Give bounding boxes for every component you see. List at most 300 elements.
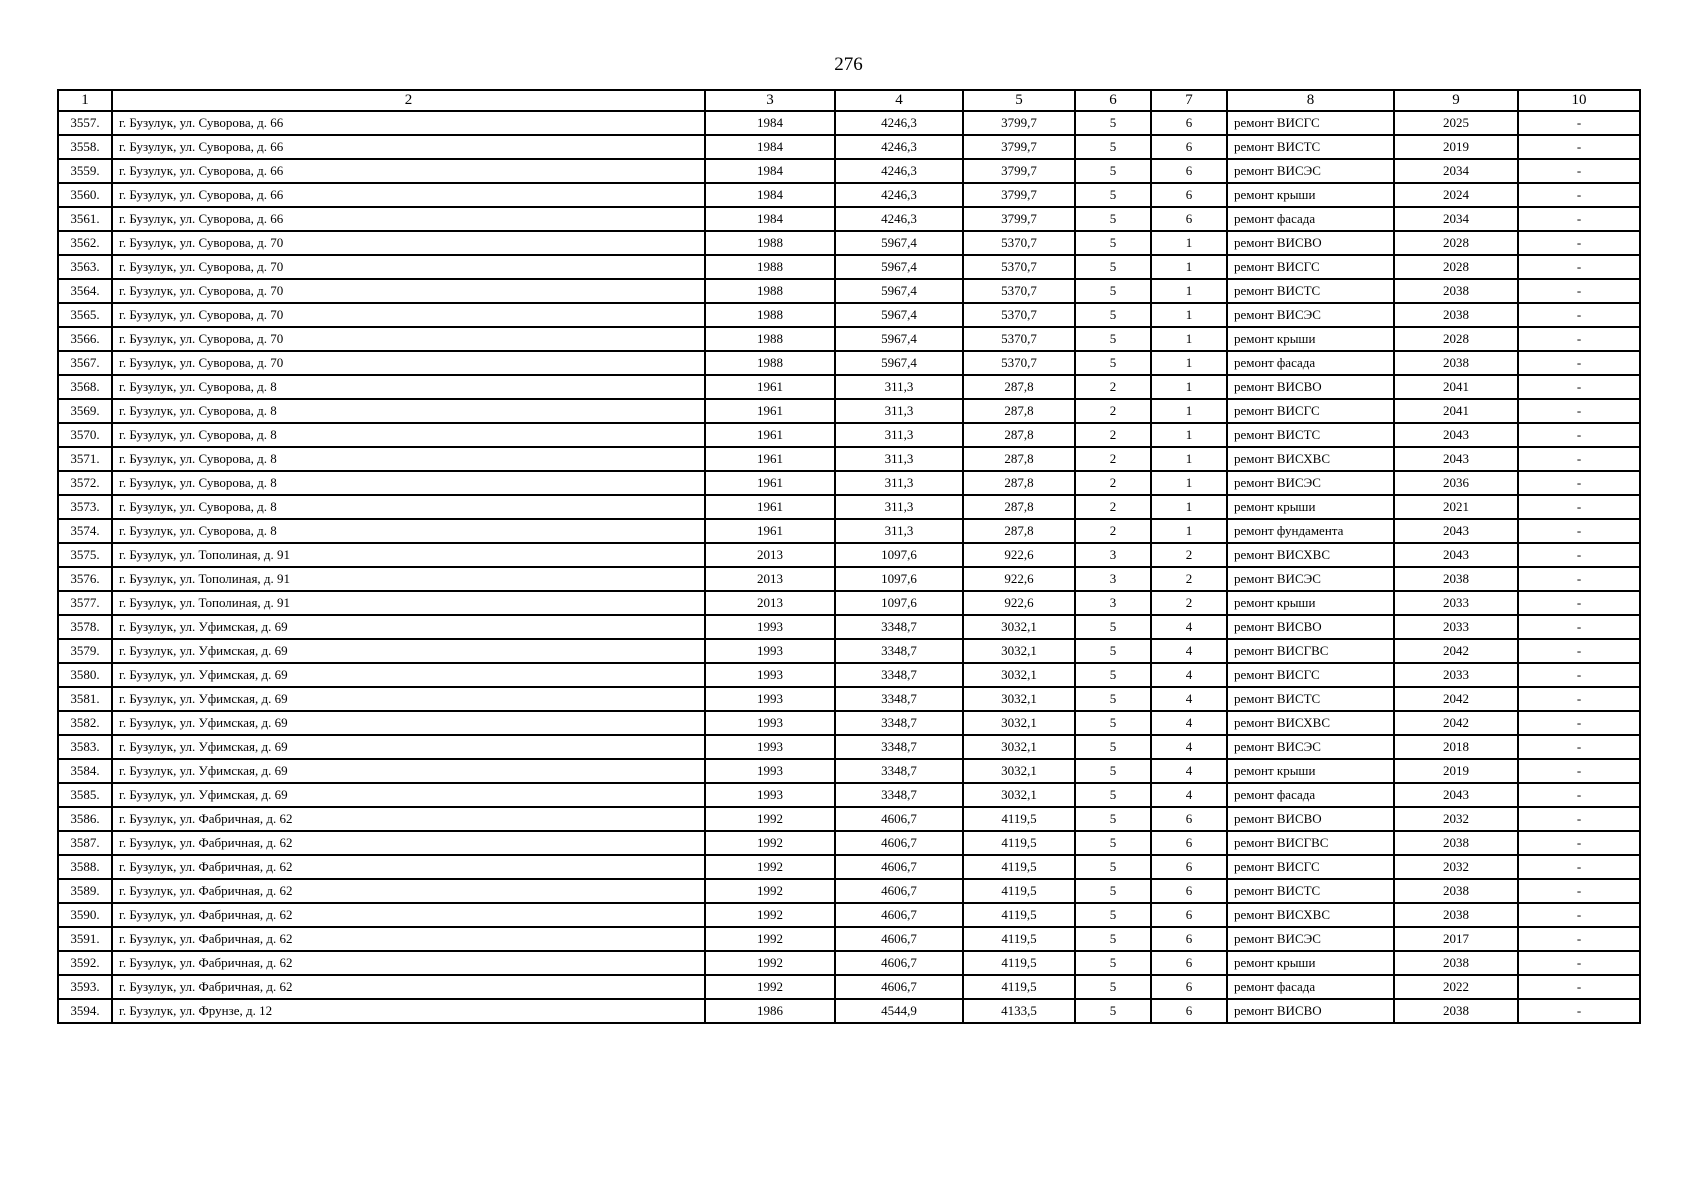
entrances-cell: 1 (1151, 495, 1227, 519)
page-number: 276 (834, 54, 863, 75)
year-cell: 1984 (705, 207, 835, 231)
work-type-cell: ремонт крыши (1227, 327, 1394, 351)
table-row (58, 615, 1640, 639)
table-row (58, 999, 1640, 1023)
work-type-cell: ремонт ВИСЭС (1227, 303, 1394, 327)
note-cell: - (1518, 351, 1640, 375)
note-cell: - (1518, 591, 1640, 615)
planned-year-cell: 2019 (1394, 759, 1518, 783)
address-cell: г. Бузулук, ул. Фабричная, д. 62 (112, 927, 705, 951)
year-cell: 1988 (705, 303, 835, 327)
row-number-cell: 3594. (58, 999, 112, 1023)
note-cell: - (1518, 519, 1640, 543)
work-type-cell: ремонт фасада (1227, 207, 1394, 231)
living-area-cell: 3032,1 (963, 711, 1075, 735)
column-header-10: 10 (1518, 90, 1640, 111)
work-type-cell: ремонт крыши (1227, 759, 1394, 783)
planned-year-cell: 2042 (1394, 639, 1518, 663)
note-cell: - (1518, 111, 1640, 135)
table-row (58, 543, 1640, 567)
table-row (58, 255, 1640, 279)
year-cell: 1984 (705, 159, 835, 183)
planned-year-cell: 2043 (1394, 543, 1518, 567)
note-cell: - (1518, 615, 1640, 639)
total-area-cell: 3348,7 (835, 663, 963, 687)
living-area-cell: 3032,1 (963, 615, 1075, 639)
planned-year-cell: 2041 (1394, 399, 1518, 423)
note-cell: - (1518, 495, 1640, 519)
entrances-cell: 1 (1151, 327, 1227, 351)
planned-year-cell: 2018 (1394, 735, 1518, 759)
floors-cell: 5 (1075, 351, 1151, 375)
year-cell: 1988 (705, 279, 835, 303)
row-number-cell: 3565. (58, 303, 112, 327)
living-area-cell: 3799,7 (963, 111, 1075, 135)
note-cell: - (1518, 447, 1640, 471)
planned-year-cell: 2043 (1394, 447, 1518, 471)
planned-year-cell: 2038 (1394, 879, 1518, 903)
row-number-cell: 3581. (58, 687, 112, 711)
table-row (58, 447, 1640, 471)
floors-cell: 5 (1075, 807, 1151, 831)
living-area-cell: 3799,7 (963, 159, 1075, 183)
column-header-7: 7 (1151, 90, 1227, 111)
floors-cell: 2 (1075, 399, 1151, 423)
work-type-cell: ремонт ВИСТС (1227, 279, 1394, 303)
living-area-cell: 3032,1 (963, 783, 1075, 807)
note-cell: - (1518, 159, 1640, 183)
living-area-cell: 3032,1 (963, 687, 1075, 711)
living-area-cell: 287,8 (963, 495, 1075, 519)
living-area-cell: 4119,5 (963, 975, 1075, 999)
note-cell: - (1518, 975, 1640, 999)
total-area-cell: 3348,7 (835, 615, 963, 639)
floors-cell: 5 (1075, 327, 1151, 351)
table-row (58, 159, 1640, 183)
address-cell: г. Бузулук, ул. Уфимская, д. 69 (112, 711, 705, 735)
work-type-cell: ремонт ВИСХВС (1227, 543, 1394, 567)
work-type-cell: ремонт ВИСТС (1227, 423, 1394, 447)
floors-cell: 3 (1075, 543, 1151, 567)
year-cell: 1992 (705, 927, 835, 951)
year-cell: 1988 (705, 351, 835, 375)
row-number-cell: 3592. (58, 951, 112, 975)
address-cell: г. Бузулук, ул. Уфимская, д. 69 (112, 759, 705, 783)
address-cell: г. Бузулук, ул. Фрунзе, д. 12 (112, 999, 705, 1023)
living-area-cell: 5370,7 (963, 303, 1075, 327)
entrances-cell: 1 (1151, 279, 1227, 303)
address-cell: г. Бузулук, ул. Суворова, д. 70 (112, 231, 705, 255)
note-cell: - (1518, 255, 1640, 279)
floors-cell: 5 (1075, 831, 1151, 855)
work-type-cell: ремонт ВИСГС (1227, 855, 1394, 879)
planned-year-cell: 2042 (1394, 711, 1518, 735)
note-cell: - (1518, 135, 1640, 159)
floors-cell: 5 (1075, 183, 1151, 207)
note-cell: - (1518, 279, 1640, 303)
address-cell: г. Бузулук, ул. Суворова, д. 66 (112, 207, 705, 231)
row-number-cell: 3557. (58, 111, 112, 135)
total-area-cell: 5967,4 (835, 231, 963, 255)
table-row (58, 351, 1640, 375)
floors-cell: 5 (1075, 999, 1151, 1023)
note-cell: - (1518, 783, 1640, 807)
living-area-cell: 5370,7 (963, 255, 1075, 279)
year-cell: 1993 (705, 711, 835, 735)
row-number-cell: 3560. (58, 183, 112, 207)
table-row (58, 951, 1640, 975)
work-type-cell: ремонт ВИСЭС (1227, 471, 1394, 495)
note-cell: - (1518, 663, 1640, 687)
planned-year-cell: 2038 (1394, 351, 1518, 375)
work-type-cell: ремонт ВИСГВС (1227, 831, 1394, 855)
living-area-cell: 287,8 (963, 399, 1075, 423)
address-cell: г. Бузулук, ул. Уфимская, д. 69 (112, 615, 705, 639)
planned-year-cell: 2038 (1394, 303, 1518, 327)
row-number-cell: 3577. (58, 591, 112, 615)
entrances-cell: 2 (1151, 567, 1227, 591)
repair-schedule-table (57, 89, 1641, 1024)
address-cell: г. Бузулук, ул. Уфимская, д. 69 (112, 687, 705, 711)
total-area-cell: 4606,7 (835, 807, 963, 831)
work-type-cell: ремонт ВИСВО (1227, 807, 1394, 831)
table-row (58, 903, 1640, 927)
living-area-cell: 3032,1 (963, 639, 1075, 663)
planned-year-cell: 2038 (1394, 279, 1518, 303)
year-cell: 1993 (705, 615, 835, 639)
floors-cell: 5 (1075, 927, 1151, 951)
address-cell: г. Бузулук, ул. Суворова, д. 8 (112, 471, 705, 495)
row-number-cell: 3578. (58, 615, 112, 639)
work-type-cell: ремонт ВИСВО (1227, 615, 1394, 639)
entrances-cell: 6 (1151, 879, 1227, 903)
total-area-cell: 3348,7 (835, 759, 963, 783)
address-cell: г. Бузулук, ул. Суворова, д. 70 (112, 279, 705, 303)
floors-cell: 5 (1075, 111, 1151, 135)
year-cell: 1992 (705, 903, 835, 927)
address-cell: г. Бузулук, ул. Суворова, д. 8 (112, 447, 705, 471)
work-type-cell: ремонт крыши (1227, 951, 1394, 975)
note-cell: - (1518, 831, 1640, 855)
table-row (58, 687, 1640, 711)
row-number-cell: 3574. (58, 519, 112, 543)
total-area-cell: 4606,7 (835, 855, 963, 879)
work-type-cell: ремонт ВИСГС (1227, 663, 1394, 687)
planned-year-cell: 2028 (1394, 255, 1518, 279)
row-number-cell: 3564. (58, 279, 112, 303)
note-cell: - (1518, 927, 1640, 951)
table-header (58, 90, 1640, 111)
work-type-cell: ремонт ВИСЭС (1227, 567, 1394, 591)
table-row (58, 231, 1640, 255)
note-cell: - (1518, 855, 1640, 879)
living-area-cell: 4119,5 (963, 807, 1075, 831)
row-number-cell: 3585. (58, 783, 112, 807)
total-area-cell: 3348,7 (835, 639, 963, 663)
entrances-cell: 1 (1151, 447, 1227, 471)
year-cell: 1992 (705, 831, 835, 855)
work-type-cell: ремонт ВИСХВС (1227, 447, 1394, 471)
planned-year-cell: 2022 (1394, 975, 1518, 999)
living-area-cell: 287,8 (963, 375, 1075, 399)
floors-cell: 2 (1075, 447, 1151, 471)
work-type-cell: ремонт ВИСХВС (1227, 903, 1394, 927)
address-cell: г. Бузулук, ул. Суворова, д. 70 (112, 303, 705, 327)
address-cell: г. Бузулук, ул. Фабричная, д. 62 (112, 903, 705, 927)
column-header-1: 1 (58, 90, 112, 111)
living-area-cell: 3799,7 (963, 183, 1075, 207)
column-header-5: 5 (963, 90, 1075, 111)
living-area-cell: 3799,7 (963, 207, 1075, 231)
note-cell: - (1518, 183, 1640, 207)
table-row (58, 303, 1640, 327)
row-number-cell: 3559. (58, 159, 112, 183)
note-cell: - (1518, 951, 1640, 975)
planned-year-cell: 2038 (1394, 831, 1518, 855)
table-row (58, 711, 1640, 735)
total-area-cell: 1097,6 (835, 543, 963, 567)
total-area-cell: 4606,7 (835, 831, 963, 855)
row-number-cell: 3590. (58, 903, 112, 927)
planned-year-cell: 2017 (1394, 927, 1518, 951)
total-area-cell: 1097,6 (835, 567, 963, 591)
total-area-cell: 4606,7 (835, 927, 963, 951)
address-cell: г. Бузулук, ул. Уфимская, д. 69 (112, 783, 705, 807)
note-cell: - (1518, 879, 1640, 903)
year-cell: 1961 (705, 447, 835, 471)
total-area-cell: 3348,7 (835, 687, 963, 711)
planned-year-cell: 2034 (1394, 159, 1518, 183)
planned-year-cell: 2043 (1394, 519, 1518, 543)
table-row (58, 735, 1640, 759)
row-number-cell: 3563. (58, 255, 112, 279)
entrances-cell: 4 (1151, 615, 1227, 639)
total-area-cell: 311,3 (835, 519, 963, 543)
row-number-cell: 3580. (58, 663, 112, 687)
living-area-cell: 4119,5 (963, 831, 1075, 855)
row-number-cell: 3561. (58, 207, 112, 231)
row-number-cell: 3569. (58, 399, 112, 423)
row-number-cell: 3593. (58, 975, 112, 999)
floors-cell: 5 (1075, 783, 1151, 807)
total-area-cell: 4606,7 (835, 951, 963, 975)
planned-year-cell: 2041 (1394, 375, 1518, 399)
entrances-cell: 6 (1151, 207, 1227, 231)
table-row (58, 639, 1640, 663)
living-area-cell: 4119,5 (963, 951, 1075, 975)
total-area-cell: 311,3 (835, 423, 963, 447)
work-type-cell: ремонт крыши (1227, 495, 1394, 519)
total-area-cell: 5967,4 (835, 255, 963, 279)
living-area-cell: 4119,5 (963, 879, 1075, 903)
planned-year-cell: 2036 (1394, 471, 1518, 495)
entrances-cell: 4 (1151, 663, 1227, 687)
total-area-cell: 4606,7 (835, 879, 963, 903)
floors-cell: 3 (1075, 591, 1151, 615)
work-type-cell: ремонт ВИСТС (1227, 135, 1394, 159)
living-area-cell: 287,8 (963, 447, 1075, 471)
entrances-cell: 1 (1151, 351, 1227, 375)
entrances-cell: 1 (1151, 255, 1227, 279)
floors-cell: 5 (1075, 903, 1151, 927)
living-area-cell: 4119,5 (963, 927, 1075, 951)
living-area-cell: 287,8 (963, 423, 1075, 447)
address-cell: г. Бузулук, ул. Тополиная, д. 91 (112, 591, 705, 615)
address-cell: г. Бузулук, ул. Суворова, д. 66 (112, 111, 705, 135)
table-row (58, 663, 1640, 687)
total-area-cell: 5967,4 (835, 303, 963, 327)
work-type-cell: ремонт ВИСВО (1227, 375, 1394, 399)
total-area-cell: 311,3 (835, 447, 963, 471)
address-cell: г. Бузулук, ул. Фабричная, д. 62 (112, 831, 705, 855)
row-number-cell: 3587. (58, 831, 112, 855)
row-number-cell: 3575. (58, 543, 112, 567)
address-cell: г. Бузулук, ул. Суворова, д. 66 (112, 159, 705, 183)
note-cell: - (1518, 303, 1640, 327)
planned-year-cell: 2021 (1394, 495, 1518, 519)
floors-cell: 5 (1075, 663, 1151, 687)
table-row (58, 183, 1640, 207)
work-type-cell: ремонт фасада (1227, 783, 1394, 807)
total-area-cell: 4246,3 (835, 135, 963, 159)
row-number-cell: 3588. (58, 855, 112, 879)
row-number-cell: 3558. (58, 135, 112, 159)
entrances-cell: 4 (1151, 687, 1227, 711)
work-type-cell: ремонт крыши (1227, 591, 1394, 615)
row-number-cell: 3591. (58, 927, 112, 951)
floors-cell: 2 (1075, 375, 1151, 399)
planned-year-cell: 2042 (1394, 687, 1518, 711)
header-row (58, 90, 1640, 111)
total-area-cell: 4246,3 (835, 207, 963, 231)
floors-cell: 5 (1075, 279, 1151, 303)
entrances-cell: 2 (1151, 543, 1227, 567)
planned-year-cell: 2043 (1394, 423, 1518, 447)
entrances-cell: 6 (1151, 183, 1227, 207)
work-type-cell: ремонт ВИСТС (1227, 687, 1394, 711)
year-cell: 1992 (705, 855, 835, 879)
year-cell: 1993 (705, 663, 835, 687)
living-area-cell: 287,8 (963, 519, 1075, 543)
address-cell: г. Бузулук, ул. Тополиная, д. 91 (112, 567, 705, 591)
planned-year-cell: 2038 (1394, 903, 1518, 927)
address-cell: г. Бузулук, ул. Фабричная, д. 62 (112, 951, 705, 975)
living-area-cell: 922,6 (963, 591, 1075, 615)
entrances-cell: 4 (1151, 735, 1227, 759)
entrances-cell: 4 (1151, 759, 1227, 783)
year-cell: 1984 (705, 135, 835, 159)
row-number-cell: 3582. (58, 711, 112, 735)
planned-year-cell: 2033 (1394, 615, 1518, 639)
planned-year-cell: 2019 (1394, 135, 1518, 159)
planned-year-cell: 2025 (1394, 111, 1518, 135)
year-cell: 2013 (705, 567, 835, 591)
planned-year-cell: 2038 (1394, 567, 1518, 591)
year-cell: 1961 (705, 423, 835, 447)
address-cell: г. Бузулук, ул. Уфимская, д. 69 (112, 663, 705, 687)
year-cell: 2013 (705, 543, 835, 567)
floors-cell: 2 (1075, 495, 1151, 519)
floors-cell: 5 (1075, 879, 1151, 903)
year-cell: 1984 (705, 111, 835, 135)
row-number-cell: 3589. (58, 879, 112, 903)
living-area-cell: 3032,1 (963, 663, 1075, 687)
address-cell: г. Бузулук, ул. Уфимская, д. 69 (112, 735, 705, 759)
total-area-cell: 4606,7 (835, 903, 963, 927)
table-row (58, 519, 1640, 543)
year-cell: 1992 (705, 879, 835, 903)
table-row (58, 783, 1640, 807)
living-area-cell: 4119,5 (963, 855, 1075, 879)
table-row (58, 567, 1640, 591)
floors-cell: 5 (1075, 255, 1151, 279)
entrances-cell: 6 (1151, 135, 1227, 159)
floors-cell: 5 (1075, 711, 1151, 735)
year-cell: 1961 (705, 519, 835, 543)
address-cell: г. Бузулук, ул. Тополиная, д. 91 (112, 543, 705, 567)
floors-cell: 5 (1075, 159, 1151, 183)
note-cell: - (1518, 231, 1640, 255)
work-type-cell: ремонт ВИСВО (1227, 999, 1394, 1023)
planned-year-cell: 2033 (1394, 663, 1518, 687)
year-cell: 1992 (705, 807, 835, 831)
table-row (58, 855, 1640, 879)
address-cell: г. Бузулук, ул. Суворова, д. 70 (112, 255, 705, 279)
row-number-cell: 3583. (58, 735, 112, 759)
year-cell: 1993 (705, 783, 835, 807)
planned-year-cell: 2032 (1394, 807, 1518, 831)
note-cell: - (1518, 711, 1640, 735)
row-number-cell: 3572. (58, 471, 112, 495)
note-cell: - (1518, 903, 1640, 927)
note-cell: - (1518, 567, 1640, 591)
floors-cell: 2 (1075, 471, 1151, 495)
floors-cell: 5 (1075, 687, 1151, 711)
year-cell: 1992 (705, 975, 835, 999)
row-number-cell: 3584. (58, 759, 112, 783)
work-type-cell: ремонт фасада (1227, 351, 1394, 375)
planned-year-cell: 2028 (1394, 231, 1518, 255)
work-type-cell: ремонт ВИСГВС (1227, 639, 1394, 663)
address-cell: г. Бузулук, ул. Суворова, д. 8 (112, 423, 705, 447)
table-row (58, 879, 1640, 903)
total-area-cell: 5967,4 (835, 351, 963, 375)
planned-year-cell: 2033 (1394, 591, 1518, 615)
entrances-cell: 4 (1151, 711, 1227, 735)
table-row (58, 279, 1640, 303)
note-cell: - (1518, 759, 1640, 783)
entrances-cell: 1 (1151, 519, 1227, 543)
work-type-cell: ремонт фасада (1227, 975, 1394, 999)
table-row (58, 399, 1640, 423)
address-cell: г. Бузулук, ул. Фабричная, д. 62 (112, 879, 705, 903)
table-row (58, 495, 1640, 519)
work-type-cell: ремонт ВИСГС (1227, 111, 1394, 135)
row-number-cell: 3567. (58, 351, 112, 375)
total-area-cell: 1097,6 (835, 591, 963, 615)
year-cell: 2013 (705, 591, 835, 615)
table-row (58, 807, 1640, 831)
address-cell: г. Бузулук, ул. Фабричная, д. 62 (112, 975, 705, 999)
year-cell: 1986 (705, 999, 835, 1023)
table-row (58, 423, 1640, 447)
column-header-8: 8 (1227, 90, 1394, 111)
total-area-cell: 311,3 (835, 375, 963, 399)
entrances-cell: 2 (1151, 591, 1227, 615)
year-cell: 1993 (705, 759, 835, 783)
row-number-cell: 3576. (58, 567, 112, 591)
note-cell: - (1518, 399, 1640, 423)
